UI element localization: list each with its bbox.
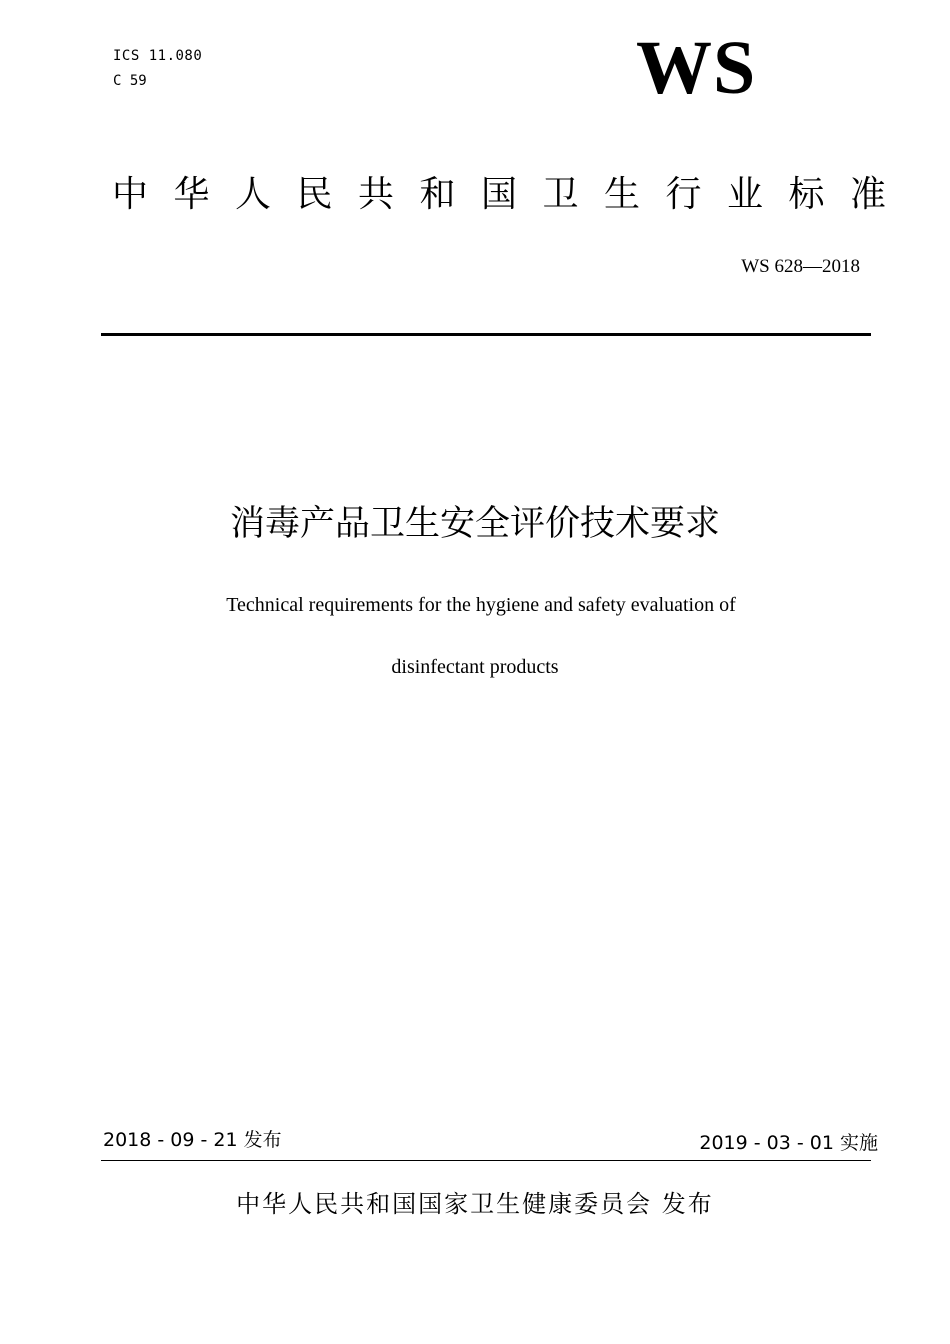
standard-number: WS 628—2018 [741, 256, 860, 277]
top-divider [101, 333, 871, 336]
bottom-divider [101, 1160, 871, 1161]
standard-category-title: 中华人民共和国卫生行业标准 [112, 174, 912, 215]
publisher: 中华人民共和国国家卫生健康委员会 发布 [236, 1190, 714, 1218]
classification-code: C 59 [113, 73, 147, 89]
issue-date: 2018 - 09 - 21 发布 [103, 1129, 282, 1151]
implementation-date: 2019 - 03 - 01 实施 [699, 1132, 878, 1154]
ws-logo: WS [636, 26, 757, 110]
document-title-chinese: 消毒产品卫生安全评价技术要求 [229, 504, 720, 544]
document-title-english-line1: Technical requirements for the hygiene and safety evaluation of [226, 594, 736, 616]
document-title-english-line2: disinfectant products [391, 656, 559, 678]
ics-code: ICS 11.080 [113, 48, 203, 64]
